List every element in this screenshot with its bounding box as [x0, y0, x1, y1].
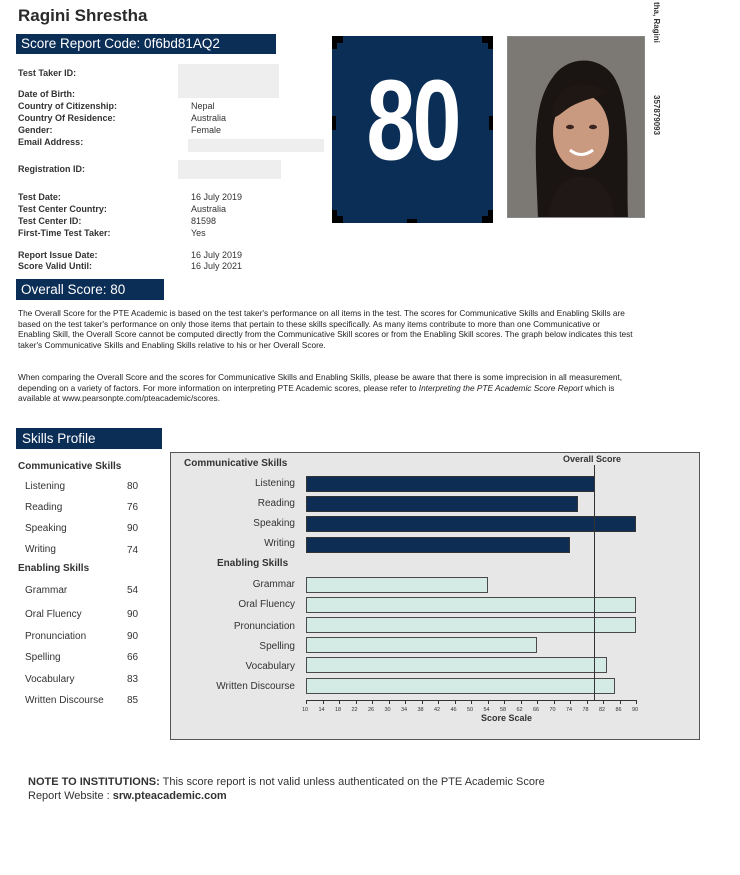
x-tick-mark [306, 700, 307, 704]
note-line2: Report Website : [28, 790, 113, 802]
x-tick-label: 70 [549, 707, 556, 713]
residence-label: Country Of Residence: [18, 113, 116, 123]
chart-bar [306, 496, 578, 512]
candidate-name: Ragini Shrestha [18, 6, 148, 25]
chart-category-label: Vocabulary [245, 661, 295, 672]
x-tick-label: 58 [500, 707, 507, 713]
x-tick-mark [455, 700, 456, 704]
candidate-photo [507, 36, 645, 218]
chart-bar [306, 637, 537, 653]
x-tick-label: 50 [467, 707, 474, 713]
corner-mark [332, 36, 337, 49]
registration-id-label: Registration ID: [18, 164, 86, 174]
x-tick-mark [422, 700, 423, 704]
chart-category-label: Oral Fluency [238, 599, 295, 610]
x-tick-label: 22 [351, 707, 358, 713]
communicative-skills-heading: Communicative Skills [18, 461, 122, 472]
side-report-number: 357879093 [652, 95, 661, 136]
valid-until-label: Score Valid Until: [18, 261, 93, 271]
x-tick-mark [356, 700, 357, 704]
dob-label: Date of Birth: [18, 89, 75, 99]
x-tick-label: 30 [384, 707, 391, 713]
note-text: This score report is not valid unless authenticated on the PTE Academic Score [159, 776, 545, 788]
test-date-label: Test Date: [18, 192, 61, 202]
x-tick-label: 62 [516, 707, 523, 713]
x-tick-mark [603, 700, 604, 704]
x-tick-label: 78 [582, 707, 589, 713]
x-tick-mark [554, 700, 555, 704]
skill-name: Vocabulary [25, 674, 75, 685]
overall-score-box [332, 36, 493, 223]
x-tick-label: 74 [566, 707, 573, 713]
redacted-email [188, 139, 324, 152]
x-tick-mark [323, 700, 324, 704]
x-tick-mark [570, 700, 571, 704]
skill-score: 83 [127, 674, 139, 685]
x-tick-label: 86 [615, 707, 622, 713]
x-tick-label: 34 [401, 707, 408, 713]
chart-bar [306, 678, 615, 694]
skill-name: Writing [25, 544, 56, 555]
chart-category-label: Written Discourse [216, 681, 295, 692]
valid-until-value: 16 July 2021 [191, 261, 243, 271]
side-mark [332, 116, 336, 130]
center-id-label: Test Center ID: [18, 216, 82, 226]
redacted-registration-id [178, 160, 281, 179]
note-label: NOTE TO INSTITUTIONS: [28, 776, 160, 788]
test-date-value: 16 July 2019 [191, 192, 243, 202]
center-country-label: Test Center Country: [18, 204, 107, 214]
center-country-value: Australia [191, 204, 227, 214]
x-tick-mark [339, 700, 340, 704]
first-time-label: First-Time Test Taker: [18, 228, 111, 238]
chart-category-label: Pronunciation [233, 621, 295, 632]
skill-score: 54 [127, 585, 139, 596]
x-tick-label: 10 [302, 707, 309, 713]
redacted-test-taker-id [178, 64, 279, 98]
enabling-skills-heading: Enabling Skills [18, 563, 90, 574]
x-tick-mark [504, 700, 505, 704]
corner-mark [332, 210, 337, 223]
x-tick-label: 14 [318, 707, 325, 713]
skill-name: Spelling [25, 652, 61, 663]
x-tick-mark [587, 700, 588, 704]
chart-category-label: Speaking [253, 518, 295, 529]
x-tick-mark [405, 700, 406, 704]
skill-score: 76 [127, 502, 139, 513]
x-tick-mark [488, 700, 489, 704]
x-tick-mark [636, 700, 637, 704]
skill-score: 90 [127, 609, 139, 620]
comparison-paragraph [18, 372, 633, 404]
skill-name: Speaking [25, 523, 67, 534]
side-candidate-name: tha, Ragini [652, 2, 661, 43]
x-tick-mark [389, 700, 390, 704]
x-tick-label: 46 [450, 707, 457, 713]
chart-category-label: Listening [254, 478, 295, 489]
skill-name: Written Discourse [25, 695, 104, 706]
x-tick-mark [537, 700, 538, 704]
issue-date-label: Report Issue Date: [18, 250, 98, 260]
chart-category-label: Writing [264, 538, 295, 549]
chart-bar [306, 516, 636, 532]
comparison-text-end: which is available at www.pearsonpte.com/pteacademic/scores. [18, 382, 615, 404]
first-time-value: Yes [191, 228, 206, 238]
center-id-value: 81598 [191, 216, 217, 226]
skill-name: Oral Fluency [25, 609, 82, 620]
chart-bar [306, 617, 636, 633]
explanation-paragraph: The Overall Score for the PTE Academic is based on the test taker's performance on all items in the test. The scores for Communicative Skills and Enabling Skills are based on the test taker's performance on only those items that pertain to these skills specifically. As many items contribute to more than one Communicative or Enabling Skill, the Overall Score cannot be computed directly from the Communicative Skill scores or from the Enabling Skill scores. The graph below indicates this test taker's Communicative Skills and Enabling Skills relative to his or her Overall Score. [18, 308, 633, 350]
comparison-text: When comparing the Overall Score and the scores for Communicative Skills and Enabling Skills, please be aware that there is some imprecision in all measurement, depending on a variety of factors. For more information on interpreting PTE Academic scores, please refer to [18, 372, 623, 393]
test-taker-id-label: Test Taker ID: [18, 68, 77, 78]
gender-label: Gender: [18, 125, 53, 135]
skills-profile-heading: Skills Profile [16, 428, 162, 449]
x-tick-mark [620, 700, 621, 704]
side-mark [407, 219, 417, 223]
email-label: Email Address: [18, 137, 84, 147]
skill-score: 80 [127, 481, 139, 492]
chart-bar [306, 657, 607, 673]
x-tick-mark [438, 700, 439, 704]
x-tick-label: 26 [368, 707, 375, 713]
chart-enabling-heading: Enabling Skills [217, 558, 289, 569]
chart-bar [306, 476, 595, 492]
institution-note [28, 775, 545, 803]
corner-mark [488, 36, 493, 49]
guide-title: Interpreting the PTE Academic Score Report [418, 382, 583, 393]
chart-category-label: Grammar [252, 579, 295, 590]
x-axis-label: Score Scale [481, 713, 533, 723]
skill-score: 66 [127, 652, 139, 663]
issue-date-value: 16 July 2019 [191, 250, 243, 260]
skill-score: 74 [127, 545, 139, 556]
overall-score-heading: Overall Score: 80 [16, 279, 164, 300]
overall-score-line-label: Overall Score [563, 454, 622, 464]
chart-bar [306, 537, 570, 553]
residence-value: Australia [191, 113, 227, 123]
x-tick-label: 66 [533, 707, 540, 713]
chart-bar [306, 597, 636, 613]
skill-score: 90 [127, 523, 139, 534]
chart-category-label: Reading [257, 498, 295, 509]
x-tick-mark [471, 700, 472, 704]
score-report-code: Score Report Code: 0f6bd81AQ2 [16, 34, 276, 54]
skill-name: Listening [25, 481, 66, 492]
x-tick-label: 54 [483, 707, 490, 713]
x-tick-label: 82 [599, 707, 606, 713]
x-tick-label: 38 [417, 707, 424, 713]
chart-category-label: Spelling [259, 641, 295, 652]
x-tick-label: 42 [434, 707, 441, 713]
skill-name: Reading [25, 502, 63, 513]
skill-name: Pronunciation [25, 631, 87, 642]
citizenship-value: Nepal [191, 101, 215, 111]
skill-score: 90 [127, 631, 139, 642]
srw-link[interactable]: srw.pteacademic.com [112, 790, 227, 802]
corner-mark [488, 210, 493, 223]
x-tick-label: 90 [632, 707, 639, 713]
skill-name: Grammar [25, 585, 68, 596]
x-tick-mark [521, 700, 522, 704]
overall-score-line [594, 465, 595, 700]
overall-score-number: 80 [366, 55, 459, 184]
gender-value: Female [191, 125, 222, 135]
skill-score: 85 [127, 695, 139, 706]
chart-communicative-heading: Communicative Skills [184, 458, 288, 469]
chart-bar [306, 577, 488, 593]
x-tick-label: 18 [335, 707, 342, 713]
citizenship-label: Country of Citizenship: [18, 101, 117, 111]
side-mark [489, 116, 493, 130]
x-tick-mark [372, 700, 373, 704]
